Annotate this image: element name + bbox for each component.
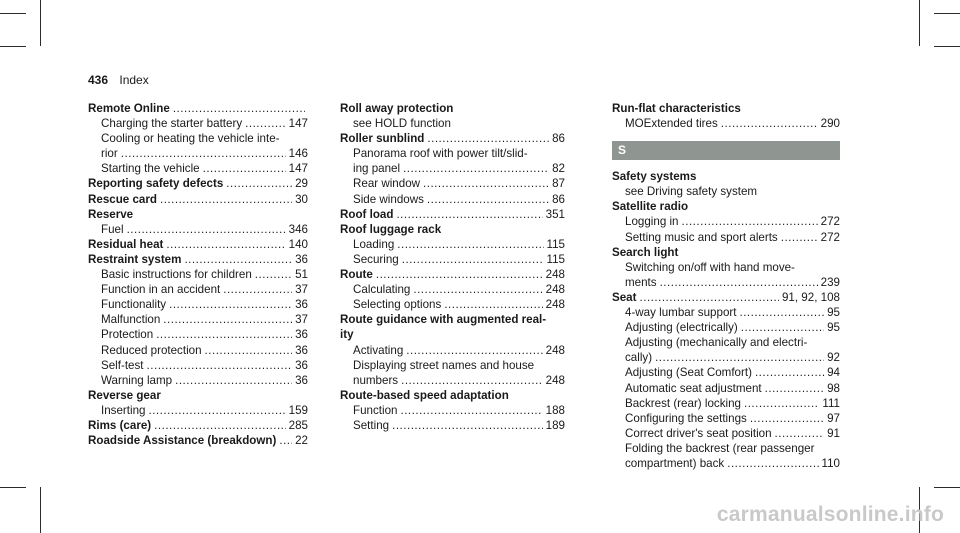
entry-label: Adjusting (Seat Comfort)	[625, 366, 752, 380]
index-subentry[interactable]	[612, 396, 840, 411]
page-reference-link[interactable]: 146	[288, 147, 308, 161]
index-subentry[interactable]	[612, 116, 840, 131]
index-heading: Route-based speed adaptation	[340, 388, 509, 402]
dot-leader	[173, 101, 305, 116]
crop-mark	[934, 487, 960, 488]
dot-leader	[121, 146, 286, 161]
dot-leader	[755, 365, 824, 380]
index-heading: Reserve	[88, 207, 134, 221]
page-reference-link[interactable]: 239	[820, 275, 840, 289]
index-subentry[interactable]	[340, 252, 565, 267]
page-reference-link[interactable]: 140	[288, 237, 308, 251]
index-subentry[interactable]	[612, 214, 840, 229]
entry-label: Setting	[353, 418, 390, 432]
page-reference-link[interactable]: 95	[827, 306, 840, 320]
entry-label: numbers	[353, 373, 399, 387]
entry-label: Protection	[101, 328, 154, 342]
page-reference-link[interactable]: 111	[822, 396, 840, 410]
entry-label: Fuel	[101, 222, 124, 236]
dot-leader	[226, 176, 292, 191]
entry-label: cally)	[625, 351, 653, 365]
index-entry[interactable]	[340, 131, 565, 146]
page-reference-link[interactable]: 36	[295, 358, 308, 372]
page-reference-link[interactable]: 290	[820, 117, 840, 131]
page-reference-link[interactable]: 22	[295, 434, 308, 448]
index-subentry[interactable]	[340, 282, 565, 297]
entry-label: Side windows	[353, 192, 424, 206]
index-heading: Reverse gear	[88, 388, 161, 402]
dot-leader	[392, 418, 543, 433]
index-subentry[interactable]	[612, 305, 840, 320]
dot-leader	[175, 373, 292, 388]
entry-label: Adjusting (electrically)	[625, 321, 738, 335]
page-number: 436	[88, 73, 109, 87]
index-subentry[interactable]	[340, 176, 565, 191]
dot-leader	[147, 358, 293, 373]
dot-leader	[279, 433, 292, 448]
page-header	[88, 73, 149, 87]
dot-leader	[781, 230, 818, 245]
index-subentry[interactable]	[612, 350, 840, 365]
index-subentry[interactable]	[612, 426, 840, 441]
index-subentry[interactable]	[612, 456, 840, 471]
crop-mark	[40, 487, 41, 533]
entry-label: Loading	[353, 237, 395, 251]
entry-label: Reduced protection	[101, 343, 202, 357]
dot-leader	[444, 297, 542, 312]
dot-leader	[397, 237, 543, 252]
index-subentry-text: Cooling or heating the vehicle inte-	[101, 132, 280, 146]
page-reference-link[interactable]: 36	[295, 343, 308, 357]
page-reference-link[interactable]: 272	[820, 230, 840, 244]
index-subentry[interactable]	[88, 161, 308, 176]
dot-leader	[127, 222, 286, 237]
index-subentry[interactable]	[612, 320, 840, 335]
index-entry[interactable]	[88, 192, 308, 207]
dot-leader	[744, 396, 819, 411]
page-reference-link[interactable]: 37	[295, 283, 308, 297]
index-subentry[interactable]	[88, 312, 308, 327]
index-subentry[interactable]	[612, 381, 840, 396]
index-column-3	[612, 101, 840, 471]
index-subentry[interactable]	[340, 297, 565, 312]
index-entry[interactable]	[612, 290, 840, 305]
entry-label: Rescue card	[88, 192, 157, 206]
index-subentry[interactable]	[612, 411, 840, 426]
dot-leader	[775, 426, 825, 441]
page-reference-link[interactable]: 91, 92, 108	[781, 290, 840, 304]
page-reference-link[interactable]: 351	[545, 207, 565, 221]
dot-leader	[660, 275, 818, 290]
page-reference-link[interactable]: 98	[827, 381, 840, 395]
index-heading: Search light	[612, 245, 679, 259]
dot-leader	[203, 161, 286, 176]
page-reference-link[interactable]: 110	[821, 456, 840, 470]
crop-mark	[919, 0, 920, 46]
index-subentry[interactable]	[88, 282, 308, 297]
dot-leader	[154, 418, 286, 433]
dot-leader	[427, 131, 549, 146]
entry-label: Roller sunblind	[340, 132, 425, 146]
entry-label: Configuring the settings	[625, 411, 747, 425]
watermark: carmanualsonline.info	[716, 503, 944, 526]
crop-mark	[0, 487, 26, 488]
entry-label: Basic instructions for children	[101, 268, 252, 282]
dot-leader	[413, 282, 542, 297]
entry-label: Calculating	[353, 283, 411, 297]
entry-label: ments	[625, 275, 657, 289]
page-reference-link[interactable]: 95	[827, 321, 840, 335]
entry-label: Rear window	[353, 177, 421, 191]
page-title: Index	[119, 73, 149, 87]
entry-label: Roadside Assistance (breakdown)	[88, 434, 277, 448]
dot-leader	[401, 373, 543, 388]
dot-leader	[255, 267, 292, 282]
dot-leader	[423, 176, 549, 191]
page-reference-link[interactable]: 248	[545, 343, 565, 357]
index-subentry[interactable]	[88, 116, 308, 131]
page-reference-link[interactable]: 94	[827, 366, 840, 380]
entry-label: ing panel	[353, 162, 401, 176]
index-entry[interactable]	[88, 433, 308, 448]
page-reference-link[interactable]: 159	[288, 403, 308, 417]
index-entry[interactable]	[88, 101, 308, 116]
entry-label: Function	[353, 403, 398, 417]
crop-mark	[0, 46, 26, 47]
entry-label: compartment) back	[625, 456, 725, 470]
crop-mark	[0, 13, 26, 14]
entry-label: Activating	[353, 343, 404, 357]
index-heading: Roof luggage rack	[340, 222, 442, 236]
page-reference-link[interactable]: 248	[545, 298, 565, 312]
index-subentry[interactable]	[612, 275, 840, 290]
dot-leader	[765, 381, 824, 396]
index-subentry-text: Switching on/off with hand move-	[625, 260, 795, 274]
index-subentry-text: Panorama roof with power tilt/slid-	[353, 147, 528, 161]
entry-label: 4-way lumbar support	[625, 306, 737, 320]
page-reference-link[interactable]: 51	[295, 268, 308, 282]
page-reference-link[interactable]: 86	[552, 132, 565, 146]
dot-leader	[406, 343, 542, 358]
entry-label: Function in an accident	[101, 283, 221, 297]
entry-label: Charging the starter battery	[101, 117, 243, 131]
page-reference-link[interactable]: 36	[295, 252, 308, 266]
dot-leader	[184, 252, 292, 267]
dot-leader	[655, 350, 824, 365]
index-subentry[interactable]	[612, 230, 840, 245]
entry-label: Setting music and sport alerts	[625, 230, 778, 244]
entry-label: Logging in	[625, 215, 679, 229]
index-heading: Roll away protection	[340, 102, 454, 115]
index-subentry[interactable]	[88, 146, 308, 161]
dot-leader	[402, 252, 544, 267]
index-subentry[interactable]	[340, 237, 565, 252]
dot-leader	[427, 192, 549, 207]
index-subentry-text: Adjusting (mechanically and electri-	[625, 336, 808, 350]
index-subentry[interactable]	[88, 297, 308, 312]
index-subentry-text: Folding the backrest (rear passenger	[625, 441, 815, 455]
dot-leader	[163, 312, 292, 327]
index-subentry[interactable]	[88, 358, 308, 373]
page-reference-link[interactable]: 248	[545, 283, 565, 297]
page-reference-link[interactable]: 147	[288, 117, 308, 131]
dot-leader	[741, 320, 824, 335]
crop-mark	[934, 46, 960, 47]
dot-leader	[727, 456, 818, 471]
dot-leader	[682, 214, 818, 229]
index-subentry[interactable]	[340, 343, 565, 358]
index-subentry[interactable]	[88, 373, 308, 388]
page-reference-link[interactable]: 87	[552, 177, 565, 191]
dot-leader	[166, 237, 285, 252]
page-reference-link[interactable]: 115	[546, 252, 565, 266]
dot-leader	[400, 403, 542, 418]
entry-label: MOExtended tires	[625, 117, 718, 131]
index-subentry[interactable]	[340, 373, 565, 388]
entry-label: Restraint system	[88, 252, 182, 266]
entry-label: Starting the vehicle	[101, 162, 200, 176]
entry-label: Functionality	[101, 298, 167, 312]
index-entry[interactable]	[88, 252, 308, 267]
dot-leader	[156, 327, 292, 342]
page-reference-link[interactable]: 36	[295, 298, 308, 312]
page-reference-link[interactable]: 115	[546, 237, 565, 251]
page-reference-link[interactable]: 285	[288, 418, 308, 432]
page-reference-link[interactable]: 36	[295, 373, 308, 387]
dot-leader	[721, 116, 818, 131]
page-reference-link[interactable]: 29	[295, 177, 308, 191]
dot-leader	[169, 297, 292, 312]
entry-label: Backrest (rear) locking	[625, 396, 741, 410]
page-reference-link[interactable]: 147	[288, 162, 308, 176]
index-subentry[interactable]	[88, 403, 308, 418]
entry-label: Malfunction	[101, 313, 161, 327]
entry-label: Remote Online	[88, 102, 170, 115]
entry-label: Rims (care)	[88, 418, 152, 432]
index-subentry[interactable]	[88, 343, 308, 358]
index-subentry[interactable]	[88, 327, 308, 342]
entry-label: Selecting options	[353, 298, 442, 312]
page-reference-link[interactable]: 91	[827, 426, 840, 440]
page-reference-link[interactable]: 346	[288, 222, 308, 236]
entry-label: Roof load	[340, 207, 394, 221]
index-entry[interactable]	[88, 418, 308, 433]
entry-label: rior	[101, 147, 118, 161]
page-reference-link[interactable]: 188	[545, 403, 565, 417]
crop-mark	[40, 0, 41, 46]
crop-mark	[934, 13, 960, 14]
dot-leader	[376, 267, 543, 282]
entry-label: Self-test	[101, 358, 144, 372]
index-heading: ity	[340, 328, 354, 342]
index-heading: Safety systems	[612, 170, 697, 184]
dot-leader	[640, 290, 779, 305]
page-reference-link[interactable]: 92	[827, 351, 840, 365]
index-heading: Run-flat characteristics	[612, 102, 741, 115]
index-subentry[interactable]	[88, 222, 308, 237]
index-entry[interactable]	[88, 237, 308, 252]
index-column-1	[88, 101, 308, 448]
dot-leader	[148, 403, 285, 418]
entry-label: Inserting	[101, 403, 146, 417]
page-reference-link[interactable]: 86	[552, 192, 565, 206]
index-entry[interactable]	[340, 207, 565, 222]
index-heading: Route guidance with augmented real-	[340, 313, 547, 327]
entry-label: Automatic seat adjustment	[625, 381, 762, 395]
dot-leader	[205, 343, 293, 358]
dot-leader	[403, 161, 549, 176]
index-subentry[interactable]	[88, 267, 308, 282]
index-subentry[interactable]	[340, 161, 565, 176]
index-subentry[interactable]	[340, 403, 565, 418]
page-reference-link[interactable]: 37	[295, 313, 308, 327]
page-reference-link[interactable]: 97	[827, 411, 840, 425]
page-reference-link[interactable]: 30	[295, 192, 308, 206]
entry-label: Route	[340, 268, 373, 282]
dot-leader	[750, 411, 824, 426]
entry-label: Seat	[612, 290, 637, 304]
index-subentry[interactable]	[340, 192, 565, 207]
dot-leader	[160, 192, 292, 207]
page-reference-link[interactable]: 248	[545, 268, 565, 282]
entry-label: Reporting safety defects	[88, 177, 224, 191]
entry-label: Residual heat	[88, 237, 164, 251]
page-reference-link[interactable]: 82	[552, 162, 565, 176]
index-heading: Satellite radio	[612, 200, 689, 214]
dot-leader	[245, 116, 286, 131]
entry-label: Correct driver's seat position	[625, 426, 772, 440]
entry-label: Securing	[353, 252, 399, 266]
index-subentry[interactable]	[612, 365, 840, 380]
dot-leader	[396, 207, 542, 222]
index-column-2	[340, 101, 565, 433]
index-entry[interactable]	[340, 267, 565, 282]
section-letter-heading: S	[612, 141, 840, 160]
page-reference-link[interactable]: 36	[295, 328, 308, 342]
entry-label: Warning lamp	[101, 373, 173, 387]
index-subentry-text: Displaying street names and house	[353, 358, 535, 372]
index-subentry[interactable]	[340, 418, 565, 433]
page-reference-link[interactable]: 272	[820, 215, 840, 229]
index-entry[interactable]	[88, 176, 308, 191]
index-subentry-text: see Driving safety system	[625, 185, 758, 199]
dot-leader	[739, 305, 824, 320]
dot-leader	[223, 282, 292, 297]
page-reference-link[interactable]: 248	[545, 373, 565, 387]
page-reference-link[interactable]: 189	[545, 418, 565, 432]
index-subentry-text: see HOLD function	[353, 117, 451, 131]
